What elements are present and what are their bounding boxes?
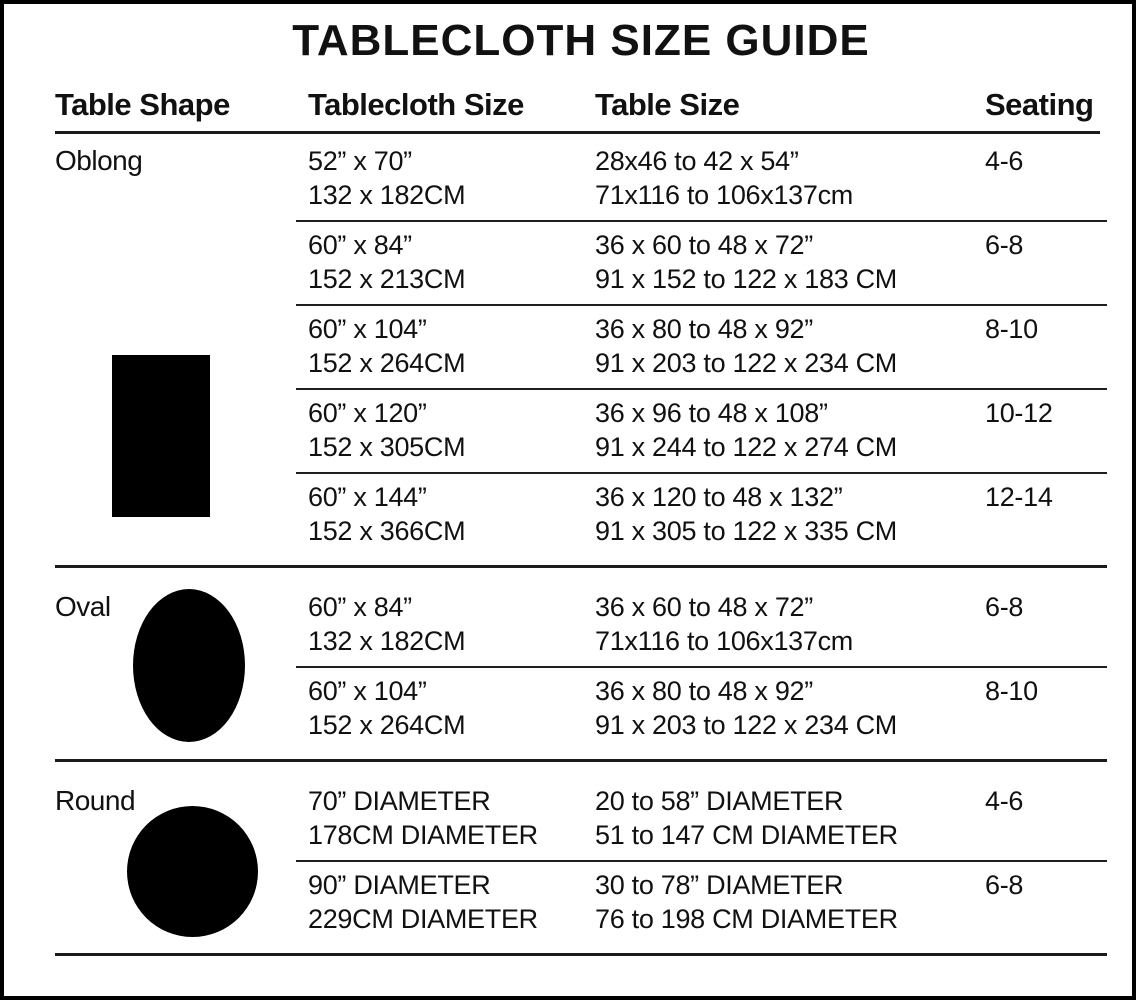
seating-value: 4-6	[985, 786, 1024, 816]
group-rows	[296, 778, 1107, 944]
shape-group	[55, 778, 1107, 944]
size-row	[296, 304, 1107, 388]
tablecloth-size-cell	[296, 480, 595, 548]
tablecloth-size-inches: 60” x 144”	[308, 482, 427, 512]
tablecloth-size-inches: 70” DIAMETER	[308, 786, 491, 816]
group-divider	[55, 565, 1107, 568]
seating-value: 12-14	[985, 482, 1053, 512]
tablecloth-size-inches: 60” x 120”	[308, 398, 427, 428]
table-size-inches: 28x46 to 42 x 54”	[595, 146, 799, 176]
group-rows	[296, 138, 1107, 556]
oval-shape-icon	[133, 589, 245, 742]
header-divider	[55, 131, 1100, 134]
table-size-cell	[595, 868, 985, 936]
seating-value: 6-8	[985, 870, 1024, 900]
table-header-row	[55, 86, 1107, 124]
size-row	[296, 778, 1107, 860]
tablecloth-size-inches: 60” x 84”	[308, 230, 412, 260]
seating-value: 4-6	[985, 146, 1024, 176]
tablecloth-size-cell	[296, 144, 595, 212]
table-size-inches: 36 x 60 to 48 x 72”	[595, 592, 813, 622]
table-size-cm: 91 x 203 to 122 x 234 CM	[595, 710, 897, 740]
tablecloth-size-cell	[296, 590, 595, 658]
table-size-inches: 36 x 120 to 48 x 132”	[595, 482, 843, 512]
table-size-cm: 91 x 203 to 122 x 234 CM	[595, 348, 897, 378]
tablecloth-size-cm: 229CM DIAMETER	[308, 904, 538, 934]
table-size-cm: 71x116 to 106x137cm	[595, 626, 853, 656]
size-row	[296, 666, 1107, 750]
group-divider	[55, 759, 1107, 762]
shape-cell	[55, 584, 296, 750]
tablecloth-size-inches: 60” x 104”	[308, 676, 427, 706]
seating-value: 8-10	[985, 676, 1038, 706]
table-size-cell	[595, 784, 985, 852]
column-header-table-size: Table Size	[595, 87, 740, 122]
table-size-cell	[595, 144, 985, 212]
tablecloth-size-cell	[296, 312, 595, 380]
size-row	[296, 138, 1107, 220]
table-size-cell	[595, 674, 985, 742]
table-size-cell	[595, 312, 985, 380]
column-header-tablecloth-size: Tablecloth Size	[308, 87, 524, 122]
table-size-cm: 51 to 147 CM DIAMETER	[595, 820, 898, 850]
shape-cell	[55, 778, 296, 944]
shape-label: Oval	[55, 591, 111, 622]
size-row	[296, 220, 1107, 304]
shape-label: Round	[55, 785, 136, 816]
shape-cell	[55, 138, 296, 556]
table-size-inches: 30 to 78” DIAMETER	[595, 870, 844, 900]
table-size-inches: 36 x 80 to 48 x 92”	[595, 314, 813, 344]
table-size-inches: 36 x 60 to 48 x 72”	[595, 230, 813, 260]
tablecloth-size-cell	[296, 784, 595, 852]
shape-group	[55, 138, 1107, 556]
tablecloth-size-inches: 60” x 84”	[308, 592, 412, 622]
size-row	[296, 472, 1107, 556]
seating-value: 6-8	[985, 592, 1024, 622]
tablecloth-size-inches: 90” DIAMETER	[308, 870, 491, 900]
shape-group	[55, 584, 1107, 750]
tablecloth-size-cm: 152 x 213CM	[308, 264, 466, 294]
tablecloth-size-cell	[296, 674, 595, 742]
table-size-cm: 91 x 305 to 122 x 335 CM	[595, 516, 897, 546]
size-row	[296, 584, 1107, 666]
table-size-cell	[595, 228, 985, 296]
seating-value: 10-12	[985, 398, 1053, 428]
rectangle-shape-icon	[112, 355, 210, 517]
size-row	[296, 860, 1107, 944]
tablecloth-size-cell	[296, 868, 595, 936]
page-title: TABLECLOTH SIZE GUIDE	[292, 16, 870, 65]
tablecloth-size-cell	[296, 228, 595, 296]
table-size-cm: 91 x 244 to 122 x 274 CM	[595, 432, 897, 462]
table-size-cm: 91 x 152 to 122 x 183 CM	[595, 264, 897, 294]
tablecloth-size-cm: 132 x 182CM	[308, 180, 466, 210]
shape-label: Oblong	[55, 145, 143, 176]
tablecloth-size-cm: 152 x 366CM	[308, 516, 466, 546]
table-size-cell	[595, 396, 985, 464]
seating-value: 8-10	[985, 314, 1038, 344]
table-size-cell	[595, 590, 985, 658]
size-row	[296, 388, 1107, 472]
tablecloth-size-inches: 52” x 70”	[308, 146, 412, 176]
circle-shape-icon	[127, 806, 258, 937]
tablecloth-size-cm: 152 x 305CM	[308, 432, 466, 462]
table-size-inches: 36 x 96 to 48 x 108”	[595, 398, 828, 428]
column-header-table-shape: Table Shape	[55, 87, 230, 122]
group-divider	[55, 953, 1107, 956]
table-size-inches: 20 to 58” DIAMETER	[595, 786, 844, 816]
seating-value: 6-8	[985, 230, 1024, 260]
tablecloth-size-cell	[296, 396, 595, 464]
tablecloth-size-cm: 152 x 264CM	[308, 710, 466, 740]
table-size-cm: 71x116 to 106x137cm	[595, 180, 853, 210]
column-header-seating: Seating	[985, 87, 1094, 122]
size-table-body	[55, 138, 1107, 956]
tablecloth-size-cm: 152 x 264CM	[308, 348, 466, 378]
table-size-cell	[595, 480, 985, 548]
group-rows	[296, 584, 1107, 750]
tablecloth-size-cm: 132 x 182CM	[308, 626, 466, 656]
tablecloth-size-inches: 60” x 104”	[308, 314, 427, 344]
tablecloth-size-cm: 178CM DIAMETER	[308, 820, 538, 850]
table-size-cm: 76 to 198 CM DIAMETER	[595, 904, 898, 934]
table-size-inches: 36 x 80 to 48 x 92”	[595, 676, 813, 706]
